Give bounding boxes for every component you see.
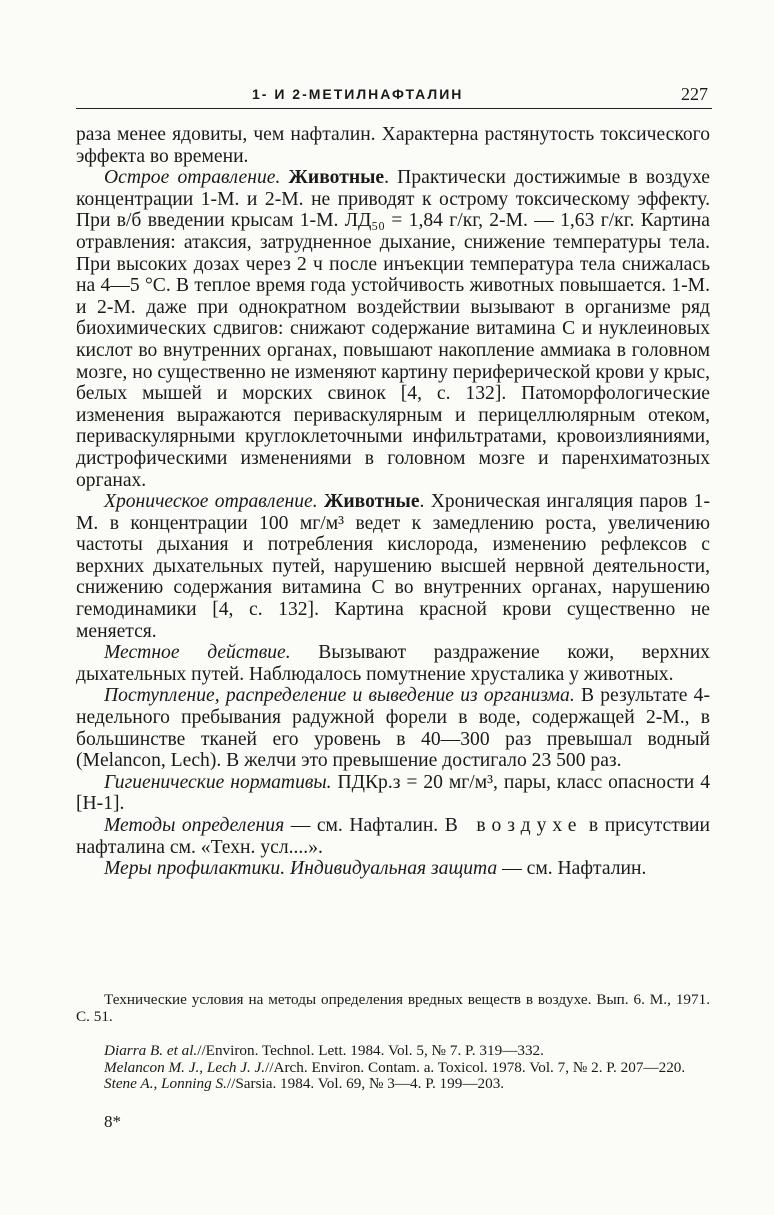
section-heading-distribution: Поступление, распределение и выведение из организма. — [104, 685, 575, 707]
paragraph-methods — [76, 815, 710, 858]
technical-conditions-note: Технические условия на методы определения вредных веществ в воздухе. Вып. 6. М., 1971. С. 51. — [76, 991, 710, 1025]
reference-authors: Melancon M. J., Lech J. J. — [104, 1058, 266, 1076]
norms-text: ПДКр.з = 20 мг/м³, пары, класс опасности 4 [Н-1]. — [76, 771, 710, 815]
distribution-text: В результате 4-недельного пребывания радужной форели в воде, содержащей 2-М., в большинстве тканей его уровень в 40—300 раз превышал водный (Melancon, Lech). В желчи это превышение достигало 23 500 раз. — [76, 685, 710, 772]
section-heading-norms: Гигиенические нормативы. — [104, 771, 332, 793]
section-heading-acute: Острое отравление. — [104, 167, 281, 189]
local-text: Вызывают раздражение кожи, верхних дыхательных путей. Наблюдалось помутнение хрусталика у животных. — [76, 642, 710, 685]
chronic-text: . Хроническая ингаляция паров 1-М. в концентрации 100 мг/м³ ведет к замедлению роста, увеличению частоты дыхания и потребления кислорода, изменению рефлексов с верхних дыхательных путей, нарушению высшей нервной деятельности, снижению содержания витамина С во внутренних органах, нарушению гемодинамики [4, с. 132]. Картина красной крови существенно не меняется. — [76, 491, 710, 642]
reference-authors: Stene A., Lonning S. — [104, 1075, 227, 1093]
page-number: 227 — [681, 84, 708, 104]
methods-text-a: — см. Нафталин. — [284, 815, 445, 836]
acute-text: . Практически достижимые в воздухе концентрации 1-М. и 2-М. не приводят к острому токсическому эффекту. При в/б введении крысам 1-М. ЛД₅₀ = 1,84 г/кг, 2-М. — 1,63 г/кг. Картина отравления: атаксия, затрудненное дыхание, снижение температуры тела. При высоких дозах через 2 ч после инъекции температура тела снижалась на 4—5 °С. В теплое время года устойчивость животных повышается. 1-М. и 2-М. даже при однократном воздействии вызывают в организме ряд биохимических сдвигов: снижают содержание витамина С и нуклеиновых кислот во внутренних органах, повышают накопление аммиака в головном мозге, но существенно не изменяют картину периферической крови у крыс, белых мышей и морских свинок [4, с. 132]. Патоморфологические изменения выражаются периваскулярным и перицеллюлярным отеком, периваскулярными круглоклеточными инфильтратами, кровоизлияниями, дистрофическими изменениями в головном мозге и паренхиматозных органах. — [76, 167, 711, 491]
printer-signature-mark: 8* — [104, 1112, 121, 1131]
reference-source: //Environ. Technol. Lett. 1984. Vol. 5, № 7. P. 319—332. — [197, 1042, 544, 1060]
paragraph-distribution — [76, 685, 710, 771]
reference-list — [76, 1043, 710, 1093]
section-heading-prevention: Меры профилактики. Индивидуальная защита — [104, 858, 498, 880]
paragraph-chronic-poisoning — [76, 491, 710, 642]
running-title: 1- И 2-МЕТИЛНАФТАЛИН — [252, 86, 464, 102]
prevention-text: — см. Нафталин. — [497, 858, 647, 880]
reference-source: //Sarsia. 1984. Vol. 69, № 3—4. P. 199—203. — [226, 1075, 505, 1093]
reference-item — [76, 1043, 710, 1060]
reference-source: //Arch. Environ. Contam. a. Toxicol. 1978. Vol. 7, № 2. P. 207—220. — [265, 1058, 686, 1076]
page-header — [76, 84, 712, 109]
subheading-animals-acute: Животные — [288, 167, 385, 189]
paragraph-local-action — [76, 642, 710, 685]
paragraph-intro: раза менее ядовиты, чем нафталин. Характерна растянутость токсического эффекта во времени. — [76, 124, 710, 167]
paragraph-hygiene-norms — [76, 772, 710, 815]
section-heading-chronic: Хроническое отравление. — [104, 491, 318, 513]
references-block — [76, 992, 710, 1093]
reference-item — [76, 1060, 710, 1077]
reference-authors: Diarra B. et al. — [104, 1042, 198, 1060]
reference-item — [76, 1076, 710, 1093]
paragraph-prevention — [76, 858, 710, 880]
methods-spaced-word: В воздухе — [444, 815, 583, 836]
section-heading-methods: Методы определения — [104, 815, 285, 836]
methods-text-b: в присутствии нафталина см. «Техн. усл....». — [76, 815, 710, 858]
subheading-animals-chronic: Животные — [323, 491, 420, 513]
paragraph-acute-poisoning — [76, 167, 710, 491]
article-body — [76, 124, 710, 880]
section-heading-local: Местное действие. — [104, 642, 291, 664]
